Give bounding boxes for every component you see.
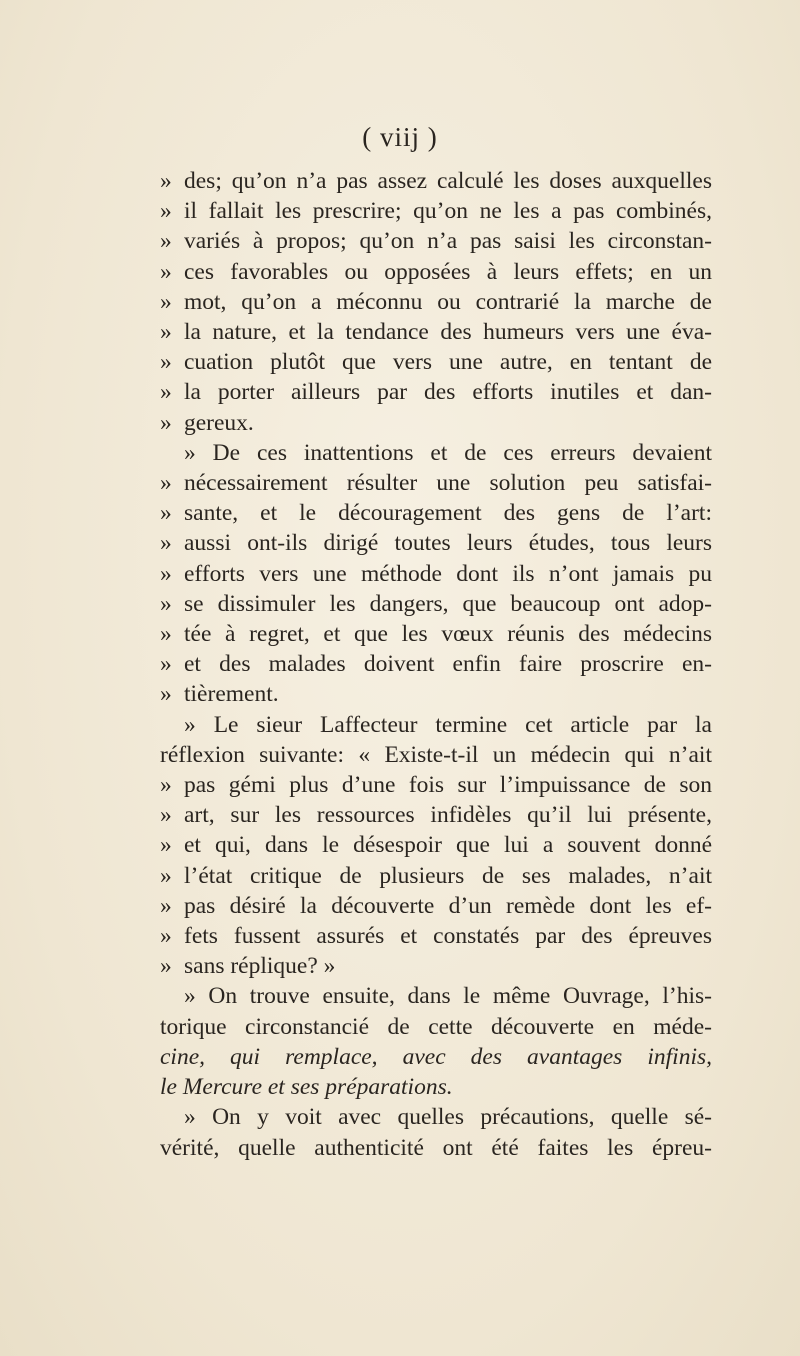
text-line: » cuation plutôt que vers une autre, en tentant de: [160, 349, 712, 376]
text-line: torique circonstancié de cette découverte en méde-: [160, 1013, 712, 1040]
text-line: » variés à propos; qu’on n’a pas saisi les circonstan-: [160, 228, 712, 255]
text-line: » art, sur les ressources infidèles qu’il lui présente,: [160, 802, 712, 829]
text-line: » efforts vers une méthode dont ils n’ont jamais pu: [160, 560, 712, 587]
text-line: » nécessairement résulter une solution peu satisfai-: [160, 470, 712, 497]
text-line: » l’état critique de plusieurs de ses malades, n’ait: [160, 862, 712, 889]
text-line: » tièrement.: [160, 681, 279, 708]
text-line: » tée à regret, et que les vœux réunis des médecins: [160, 621, 712, 648]
text-line: » gereux.: [160, 409, 254, 436]
text-line: » et des malades doivent enfin faire proscrire en-: [160, 651, 712, 678]
body-text: [160, 166, 712, 1163]
text-line: » la nature, et la tendance des humeurs vers une éva-: [160, 319, 712, 346]
text-line: » fets fussent assurés et constatés par des épreuves: [160, 923, 712, 950]
paragraph-start-line: » Le sieur Laffecteur termine cet article par la: [184, 711, 712, 738]
text-line: » aussi ont-ils dirigé toutes leurs études, tous leurs: [160, 530, 712, 557]
page-number-header: ( viij ): [362, 122, 438, 152]
italic-text-line: le Mercure et ses préparations.: [160, 1074, 453, 1101]
text-line: » mot, qu’on a méconnu ou contrarié la marche de: [160, 288, 712, 315]
text-line: » il fallait les prescrire; qu’on ne les a pas combinés,: [160, 198, 712, 225]
text-line: » pas gémi plus d’une fois sur l’impuissance de son: [160, 772, 712, 799]
text-line: » et qui, dans le désespoir que lui a souvent donné: [160, 832, 712, 859]
paragraph-start-line: » On y voit avec quelles précautions, quelle sé-: [184, 1104, 712, 1131]
italic-text-line: cine, qui remplace, avec des avantages infinis,: [160, 1043, 712, 1070]
text-line: réflexion suivante: « Existe-t-il un médecin qui n’ait: [160, 741, 712, 768]
text-line: » des; qu’on n’a pas assez calculé les doses auxquelles: [160, 168, 712, 194]
paragraph-start-line: » On trouve ensuite, dans le même Ouvrage, l’his-: [184, 983, 712, 1010]
text-line: » la porter ailleurs par des efforts inutiles et dan-: [160, 379, 712, 406]
text-line: » sante, et le découragement des gens de l’art:: [160, 500, 712, 527]
paragraph-start-line: » De ces inattentions et de ces erreurs devaient: [184, 439, 712, 466]
text-line: vérité, quelle authenticité ont été faites les épreu-: [160, 1134, 712, 1161]
text-line: » ces favorables ou opposées à leurs effets; en un: [160, 258, 712, 285]
text-line: » pas désiré la découverte d’un remède dont les ef-: [160, 892, 712, 919]
text-line: » sans réplique? »: [160, 953, 336, 980]
text-line: » se dissimuler les dangers, que beaucoup ont adop-: [160, 590, 712, 617]
